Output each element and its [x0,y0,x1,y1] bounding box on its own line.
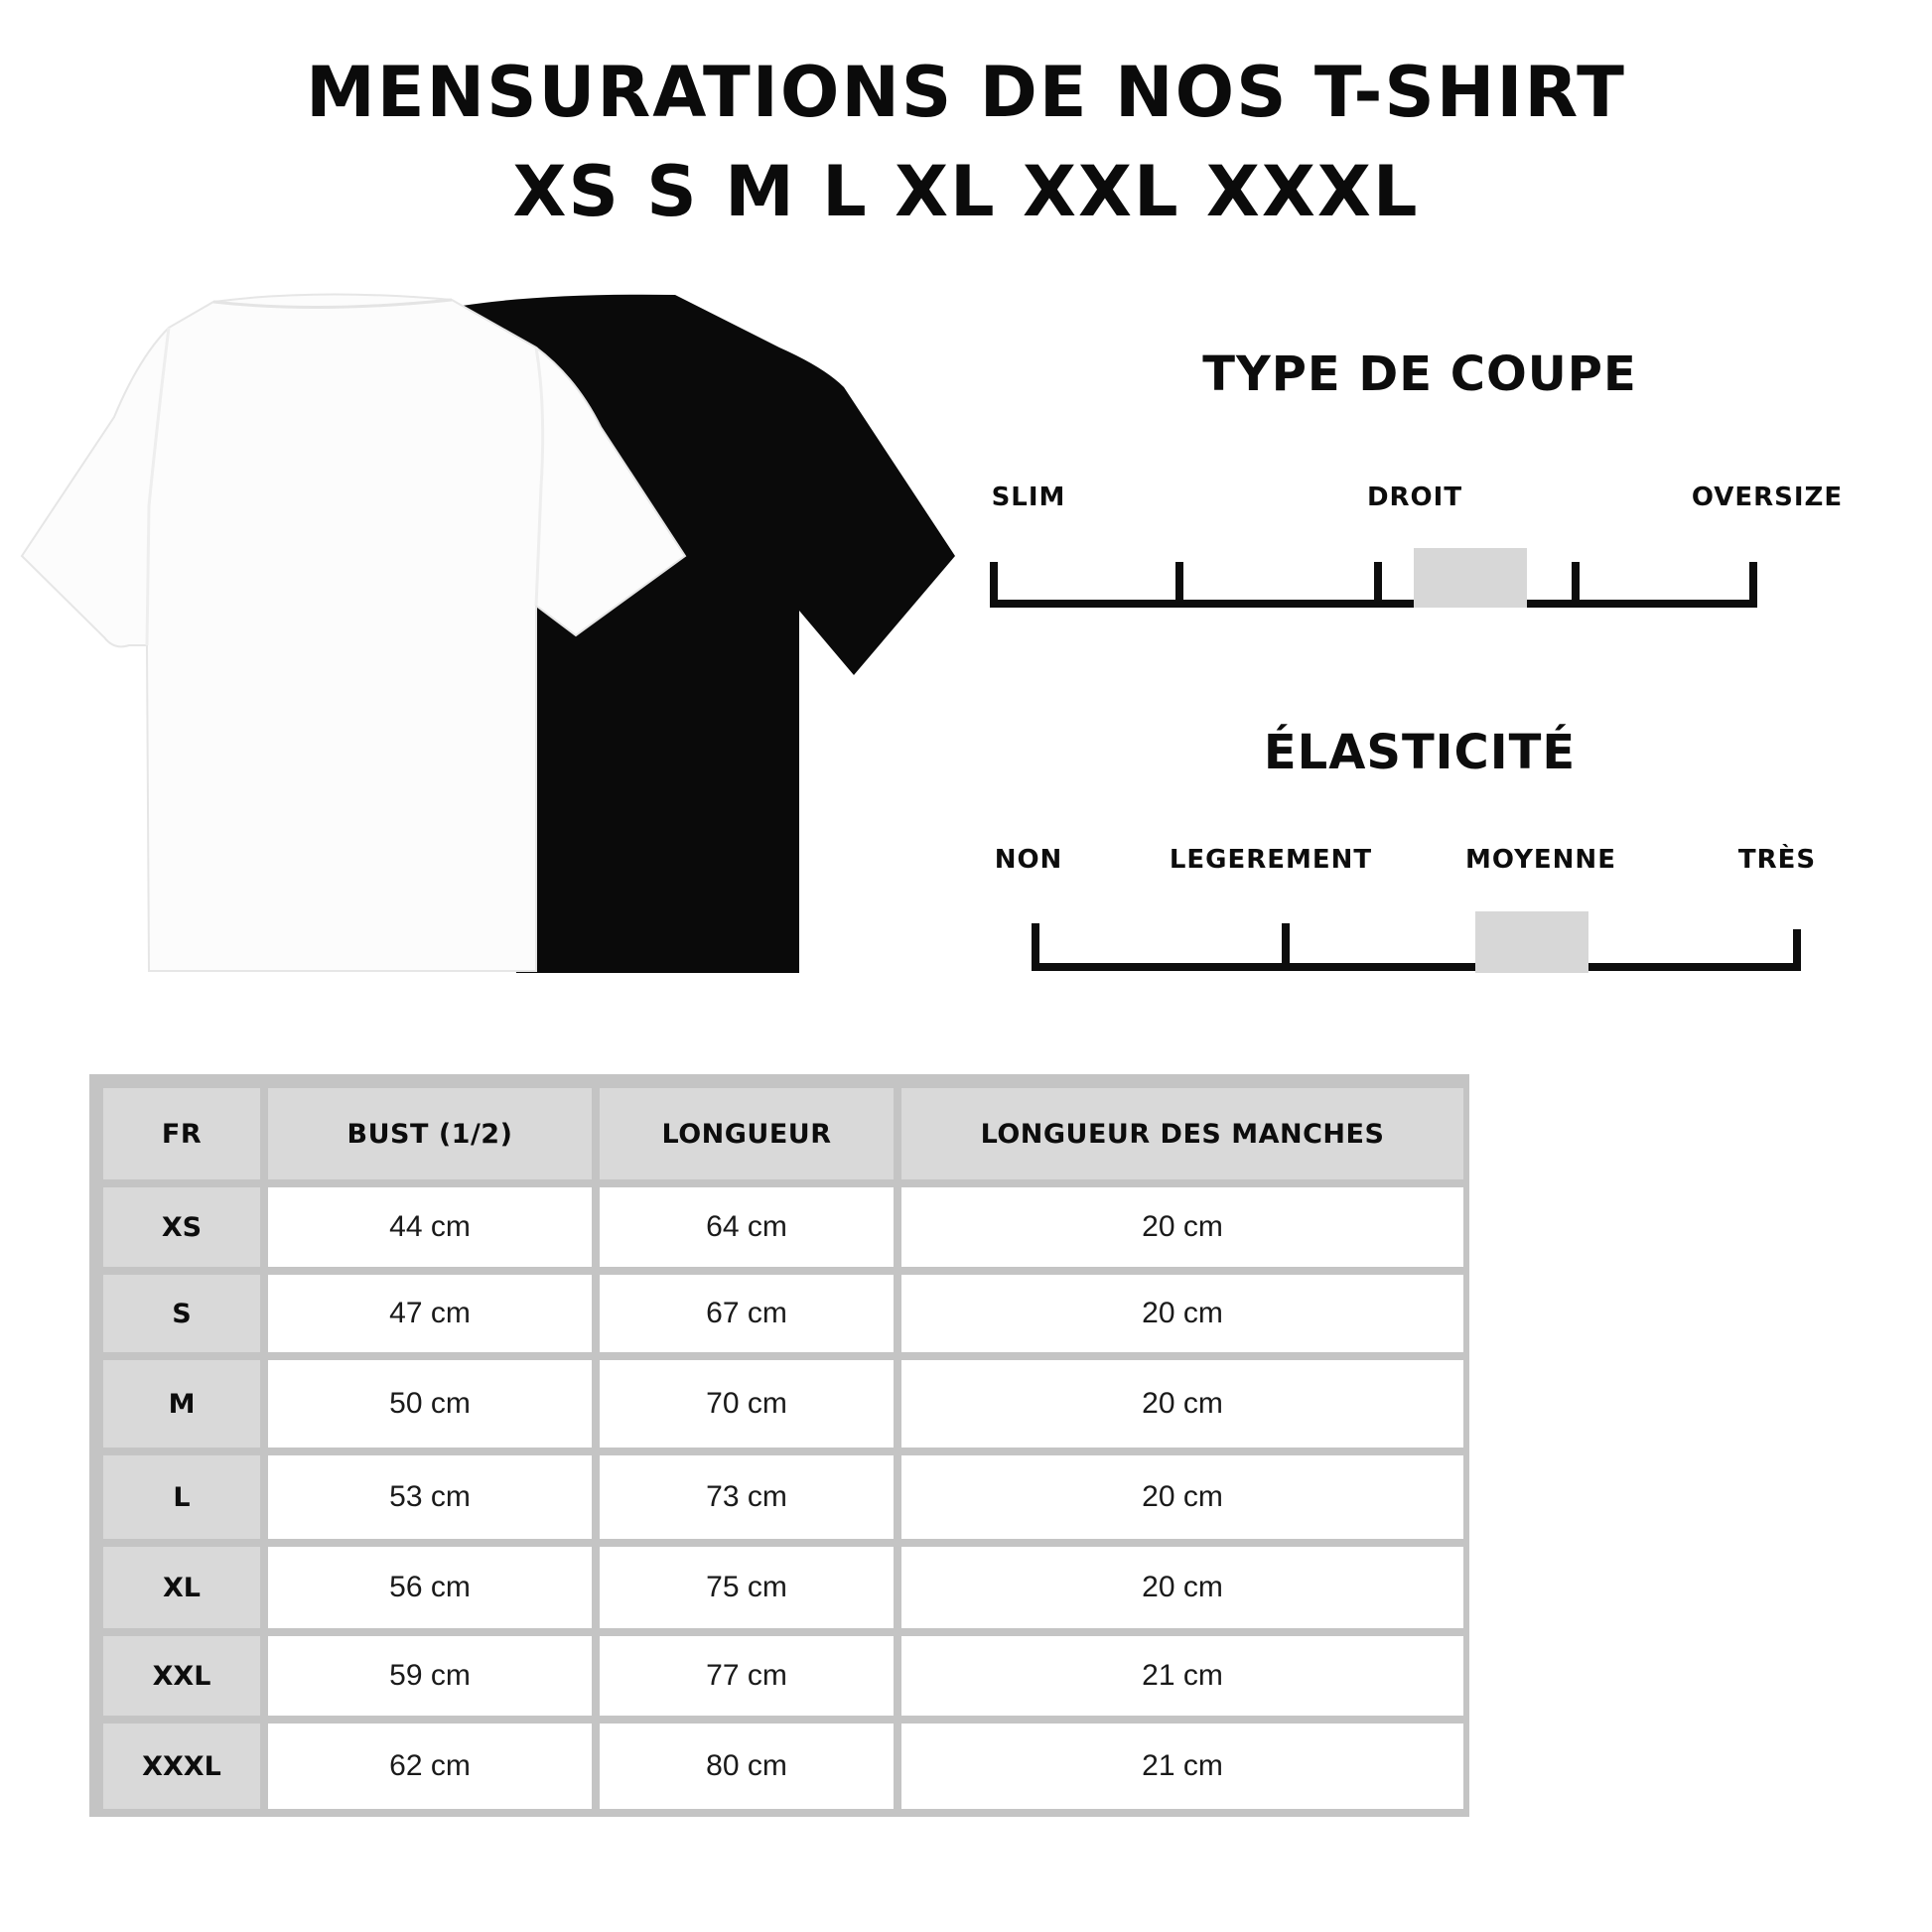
bust-cell: 50 cm [268,1360,592,1448]
table-row [103,1187,1463,1267]
fit-scale [994,548,1755,608]
table-row [103,1724,1463,1809]
fit-selected-marker [1414,548,1527,608]
length-cell: 67 cm [600,1275,894,1352]
table-row [103,1275,1463,1352]
sleeve-cell: 20 cm [901,1455,1463,1539]
size-table [95,1080,1471,1817]
bust-cell: 53 cm [268,1455,592,1539]
size-cell: XL [103,1547,260,1628]
length-cell: 73 cm [600,1455,894,1539]
bust-cell: 56 cm [268,1547,592,1628]
tshirt-illustration [20,288,963,983]
bust-cell: 59 cm [268,1636,592,1716]
size-cell: XXL [103,1636,260,1716]
sleeve-cell: 21 cm [901,1636,1463,1716]
length-cell: 64 cm [600,1187,894,1267]
column-header-length: LONGUEUR [600,1088,894,1179]
available-sizes: XS S M L XL XXL XXXL [512,151,1420,232]
sleeve-cell: 20 cm [901,1360,1463,1448]
size-cell: XXXL [103,1724,260,1809]
column-header-bust: BUST (1/2) [268,1088,592,1179]
column-header-fr: FR [103,1088,260,1179]
table-row [103,1547,1463,1628]
sleeve-cell: 20 cm [901,1547,1463,1628]
fit-label-droit: DROIT [1366,483,1463,512]
bust-cell: 44 cm [268,1187,592,1267]
length-cell: 77 cm [600,1636,894,1716]
size-cell: M [103,1360,260,1448]
bust-cell: 47 cm [268,1275,592,1352]
fit-label-slim: SLIM [991,483,1066,512]
sleeve-cell: 20 cm [901,1275,1463,1352]
elasticity-label-moyenne: MOYENNE [1465,845,1616,875]
fit-label-oversize: OVERSIZE [1691,483,1844,512]
size-cell: S [103,1275,260,1352]
bust-cell: 62 cm [268,1724,592,1809]
elasticity-label-non: NON [994,845,1063,875]
size-cell: L [103,1455,260,1539]
table-row [103,1636,1463,1716]
elasticity-scale [1035,911,1801,973]
elasticity-selected-marker [1475,911,1588,973]
length-cell: 75 cm [600,1547,894,1628]
sleeve-cell: 20 cm [901,1187,1463,1267]
size-table-frame [89,1074,1469,1817]
page-title: MENSURATIONS DE NOS T-SHIRT [306,52,1626,133]
length-cell: 80 cm [600,1724,894,1809]
fit-type-title: TYPE DE COUPE [1202,346,1637,402]
table-header-row [103,1088,1463,1179]
table-row [103,1455,1463,1539]
length-cell: 70 cm [600,1360,894,1448]
elasticity-label-legerement: LEGEREMENT [1169,845,1373,875]
column-header-sleeve: LONGUEUR DES MANCHES [901,1088,1463,1179]
size-cell: XS [103,1187,260,1267]
elasticity-label-tres: TRÈS [1737,845,1817,875]
elasticity-title: ÉLASTICITÉ [1263,725,1577,780]
sleeve-cell: 21 cm [901,1724,1463,1809]
table-row [103,1360,1463,1448]
